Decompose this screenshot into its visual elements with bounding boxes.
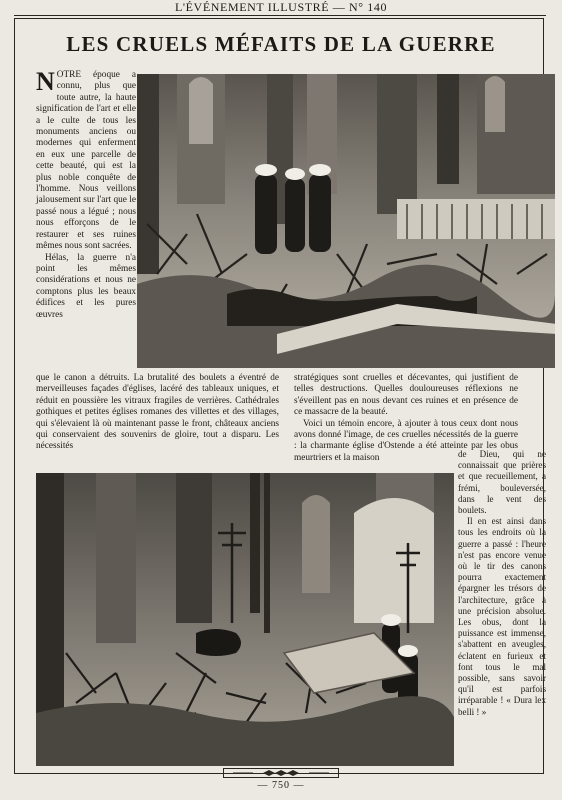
middle-column-left: que le canon a détruits. La brutalité des boulets a éventré de merveilleuses façades d'églises, lacéré des tableaux uniques, et réduit en poussière les vitraux fragiles de verrières. Cathédrales gothiques et petites églises romanes des villettes et des villages, qui s'élevaient là où maintenant passe le front, châteaux anciens qui conservaient des souvenirs de gloire, tout a disparu. Les nécessités	[36, 373, 279, 452]
right-p2: Il en est ainsi dans tous les endroits où la guerre a passé : l'heure n'est pas encore venue où le tir des canons pourra exactement épargner les trésors de l'architecture, grâce à une précision absolue. Les obus, dont la puissance est immense, s'abattent en aveugles, éclatent en furieux et font tous le mal possible, sans savoir qu'il est parfois irréparable ! « Dura lex belli ! »	[458, 516, 546, 717]
running-header: L'ÉVÉNEMENT ILLUSTRÉ — N° 140	[174, 0, 388, 14]
page-number: — 750 —	[257, 780, 305, 791]
article-title: LES CRUELS MÉFAITS DE LA GUERRE	[66, 32, 496, 56]
right-p1: de Dieu, qui ne connaissait que prières et que recueillement, a frémi, bouleversée, dans le vent des boulets.	[458, 449, 546, 516]
second-paragraph: Hélas, la guerre n'a point les mêmes considérations et nous ne comptons plus les beaux édifices et les pures œuvres	[36, 252, 136, 320]
intro-text: OTRE époque a connu, plus que toute autre, la haute signification de l'art et elle a le culte de tous les monuments anciens ou modernes qui enferment en eux une parcelle de cette beauté, qui est la plus noble conquête de l'homme. Nous veillons jalousement sur l'art que le passé nous a légué ; nous nous efforçons de le restaurer et ses ruines mêmes nous sont sacrées.	[36, 70, 136, 252]
photo-devastated-nave	[36, 473, 454, 766]
middle-right-p1: stratégiques sont cruelles et décevantes, qui justifient de telles destructions. Quelles douloureuses réflexions ne s'éveillent pas en nous devant ces ruines et en présence de ce massacre de la beauté.	[294, 373, 518, 418]
left-column	[36, 67, 136, 321]
photo-church-interior-nuns	[137, 74, 555, 368]
drop-cap: N	[36, 67, 55, 96]
header-rule	[14, 15, 546, 16]
intro-paragraph	[36, 67, 136, 253]
right-column	[458, 449, 546, 718]
footer-ornament-icon	[223, 766, 339, 780]
middle-right-p2: Voici un témoin encore, à ajouter à tous ceux dont nous avons donné l'image, de ces cruelles nécessités de la guerre : la charmante église d'Ostende a été atteinte par les obus meurtriers et la maison	[294, 418, 518, 463]
